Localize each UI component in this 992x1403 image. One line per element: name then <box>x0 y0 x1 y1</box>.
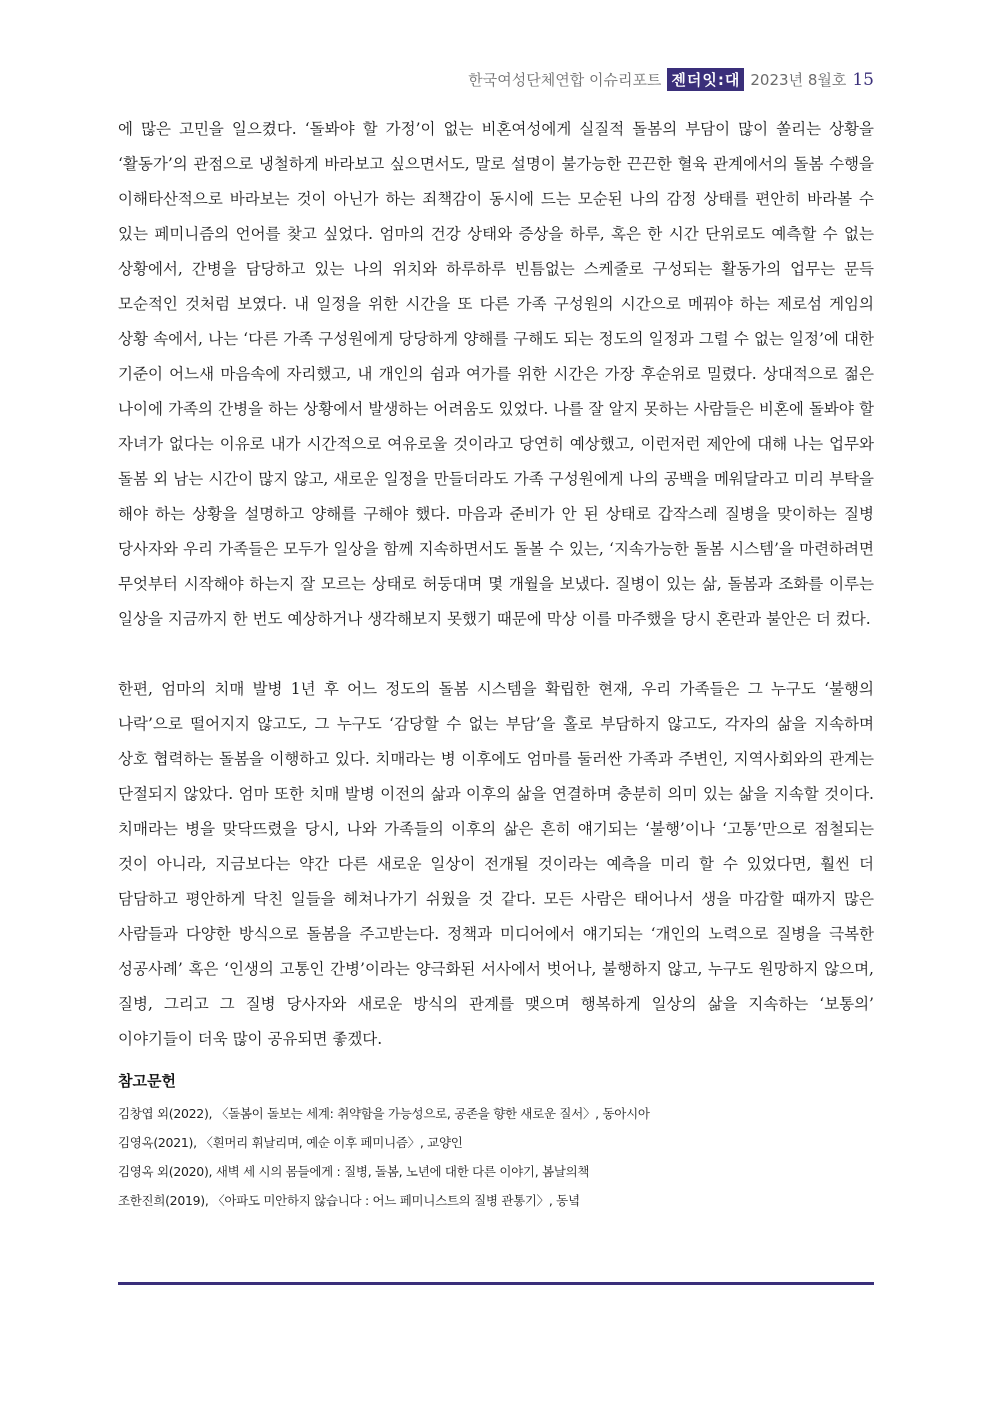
publication-org: 한국여성단체연합 이슈리포트 <box>468 71 662 89</box>
body-paragraph: 에 많은 고민을 일으켰다. ‘돌봐야 할 가정’이 없는 비혼여성에게 실질적 돌봄의 부담이 많이 쏠리는 상황을 ‘활동가’의 관점으로 냉철하게 바라보고 싶으면서도, 말로 설명이 불가능한 끈끈한 혈육 관계에서의 돌봄 수행을 이해타산적으로 바라보는 것이 아닌가 하는 죄책감이 동시에 드는 모순된 나의 감정 상태를 편안히 바라볼 수 있는 페미니즘의 언어를 찾고 싶었다. 엄마의 건강 상태와 증상을 하루, 혹은 한 시간 단위로도 예측할 수 없는 상황에서, 간병을 담당하고 있는 나의 위치와 하루하루 빈틈없는 스케줄로 구성되는 활동가의 업무는 문득 모순적인 것처럼 보였다. 내 일정을 위한 시간을 또 다른 가족 구성원의 시간으로 메꿔야 하는 제로섬 게임의 상황 속에서, 나는 ‘다른 가족 구성원에게 당당하게 양해를 구해도 되는 정도의 일정과 그럴 수 없는 일정’에 대한 기준이 어느새 마음속에 자리했고, 내 개인의 쉼과 여가를 위한 시간은 가장 후순위로 밀렸다. 상대적으로 젊은 나이에 가족의 간병을 하는 상황에서 발생하는 어려움도 있었다. 나를 잘 알지 못하는 사람들은 비혼에 돌봐야 할 자녀가 없다는 이유로 내가 시간적으로 여유로울 것이라고 당연히 예상했고, 이런저런 제안에 대해 나는 업무와 돌봄 외 남는 시간이 많지 않고, 새로운 일정을 만들더라도 가족 구성원에게 나의 공백을 메워달라고 미리 부탁을 해야 하는 상황을 설명하고 양해를 구해야 했다. 마음과 준비가 안 된 상태로 갑작스레 질병을 맞이하는 질병 당사자와 우리 가족들은 모두가 일상을 함께 지속하면서도 돌볼 수 있는, ‘지속가능한 돌봄 시스템’을 마련하려면 무엇부터 시작해야 하는지 잘 모르는 상태로 허둥대며 몇 개월을 보냈다. 질병이 있는 삶, 돌봄과 조화를 이루는 일상을 지금까지 한 번도 예상하거나 생각해보지 못했기 때문에 막상 이를 마주했을 당시 혼란과 불안은 더 컸다. <box>118 120 874 628</box>
references-title: 참고문헌 <box>118 1072 176 1090</box>
publication-brand-badge: 젠더잇:대 <box>667 68 744 91</box>
page-number: 15 <box>852 69 874 90</box>
references-section <box>118 1070 874 1215</box>
body-paragraph: 한편, 엄마의 치매 발병 1년 후 어느 정도의 돌봄 시스템을 확립한 현재, 우리 가족들은 그 누구도 ‘불행의 나락’으로 떨어지지 않고도, 그 누구도 ‘감당할 수 없는 부담’을 홀로 부담하지 않고도, 각자의 삶을 지속하며 상호 협력하는 돌봄을 이행하고 있다. 치매라는 병 이후에도 엄마를 둘러싼 가족과 주변인, 지역사회와의 관계는 단절되지 않았다. 엄마 또한 치매 발병 이전의 삶과 이후의 삶을 연결하며 충분히 의미 있는 삶을 지속할 것이다. 치매라는 병을 맞닥뜨렸을 당시, 나와 가족들의 이후의 삶은 흔히 얘기되는 ‘불행’이나 ‘고통’만으로 점철되는 것이 아니라, 지금보다는 약간 다른 새로운 일상이 전개될 것이라는 예측을 미리 할 수 있었다면, 훨씬 더 담담하고 평안하게 닥친 일들을 헤쳐나가기 쉬웠을 것 같다. 모든 사람은 태어나서 생을 마감할 때까지 많은 사람들과 다양한 방식으로 돌봄을 주고받는다. 정책과 미디어에서 얘기되는 ‘개인의 노력으로 질병을 극복한 성공사례’ 혹은 ‘인생의 고통인 간병’이라는 양극화된 서사에서 벗어나, 불행하지 않고, 누구도 원망하지 않으며, 질병, 그리고 그 질병 당사자와 새로운 방식의 관계를 맺으며 행복하게 일상의 삶을 지속하는 ‘보통의’ 이야기들이 더욱 많이 공유되면 좋겠다. <box>118 680 874 1048</box>
article-body <box>118 112 874 1057</box>
issue-date: 2023년 8월호 <box>750 71 847 89</box>
reference-item: 김영옥 외(2020), 새벽 세 시의 몸들에게 : 질병, 돌봄, 노년에 대한 다른 이야기, 봄날의책 <box>118 1164 590 1179</box>
footer-divider <box>118 1282 874 1285</box>
reference-item: 김창엽 외(2022), 〈돌봄이 돌보는 세계: 취약함을 가능성으로, 공존을 향한 새로운 질서〉, 동아시아 <box>118 1106 650 1121</box>
page-header <box>468 68 874 91</box>
reference-item: 김영옥(2021), 〈흰머리 휘날리며, 예순 이후 페미니즘〉, 교양인 <box>118 1135 463 1150</box>
reference-item: 조한진희(2019), 〈아파도 미안하지 않습니다 : 어느 페미니스트의 질병 관통기〉, 동녘 <box>118 1193 580 1208</box>
